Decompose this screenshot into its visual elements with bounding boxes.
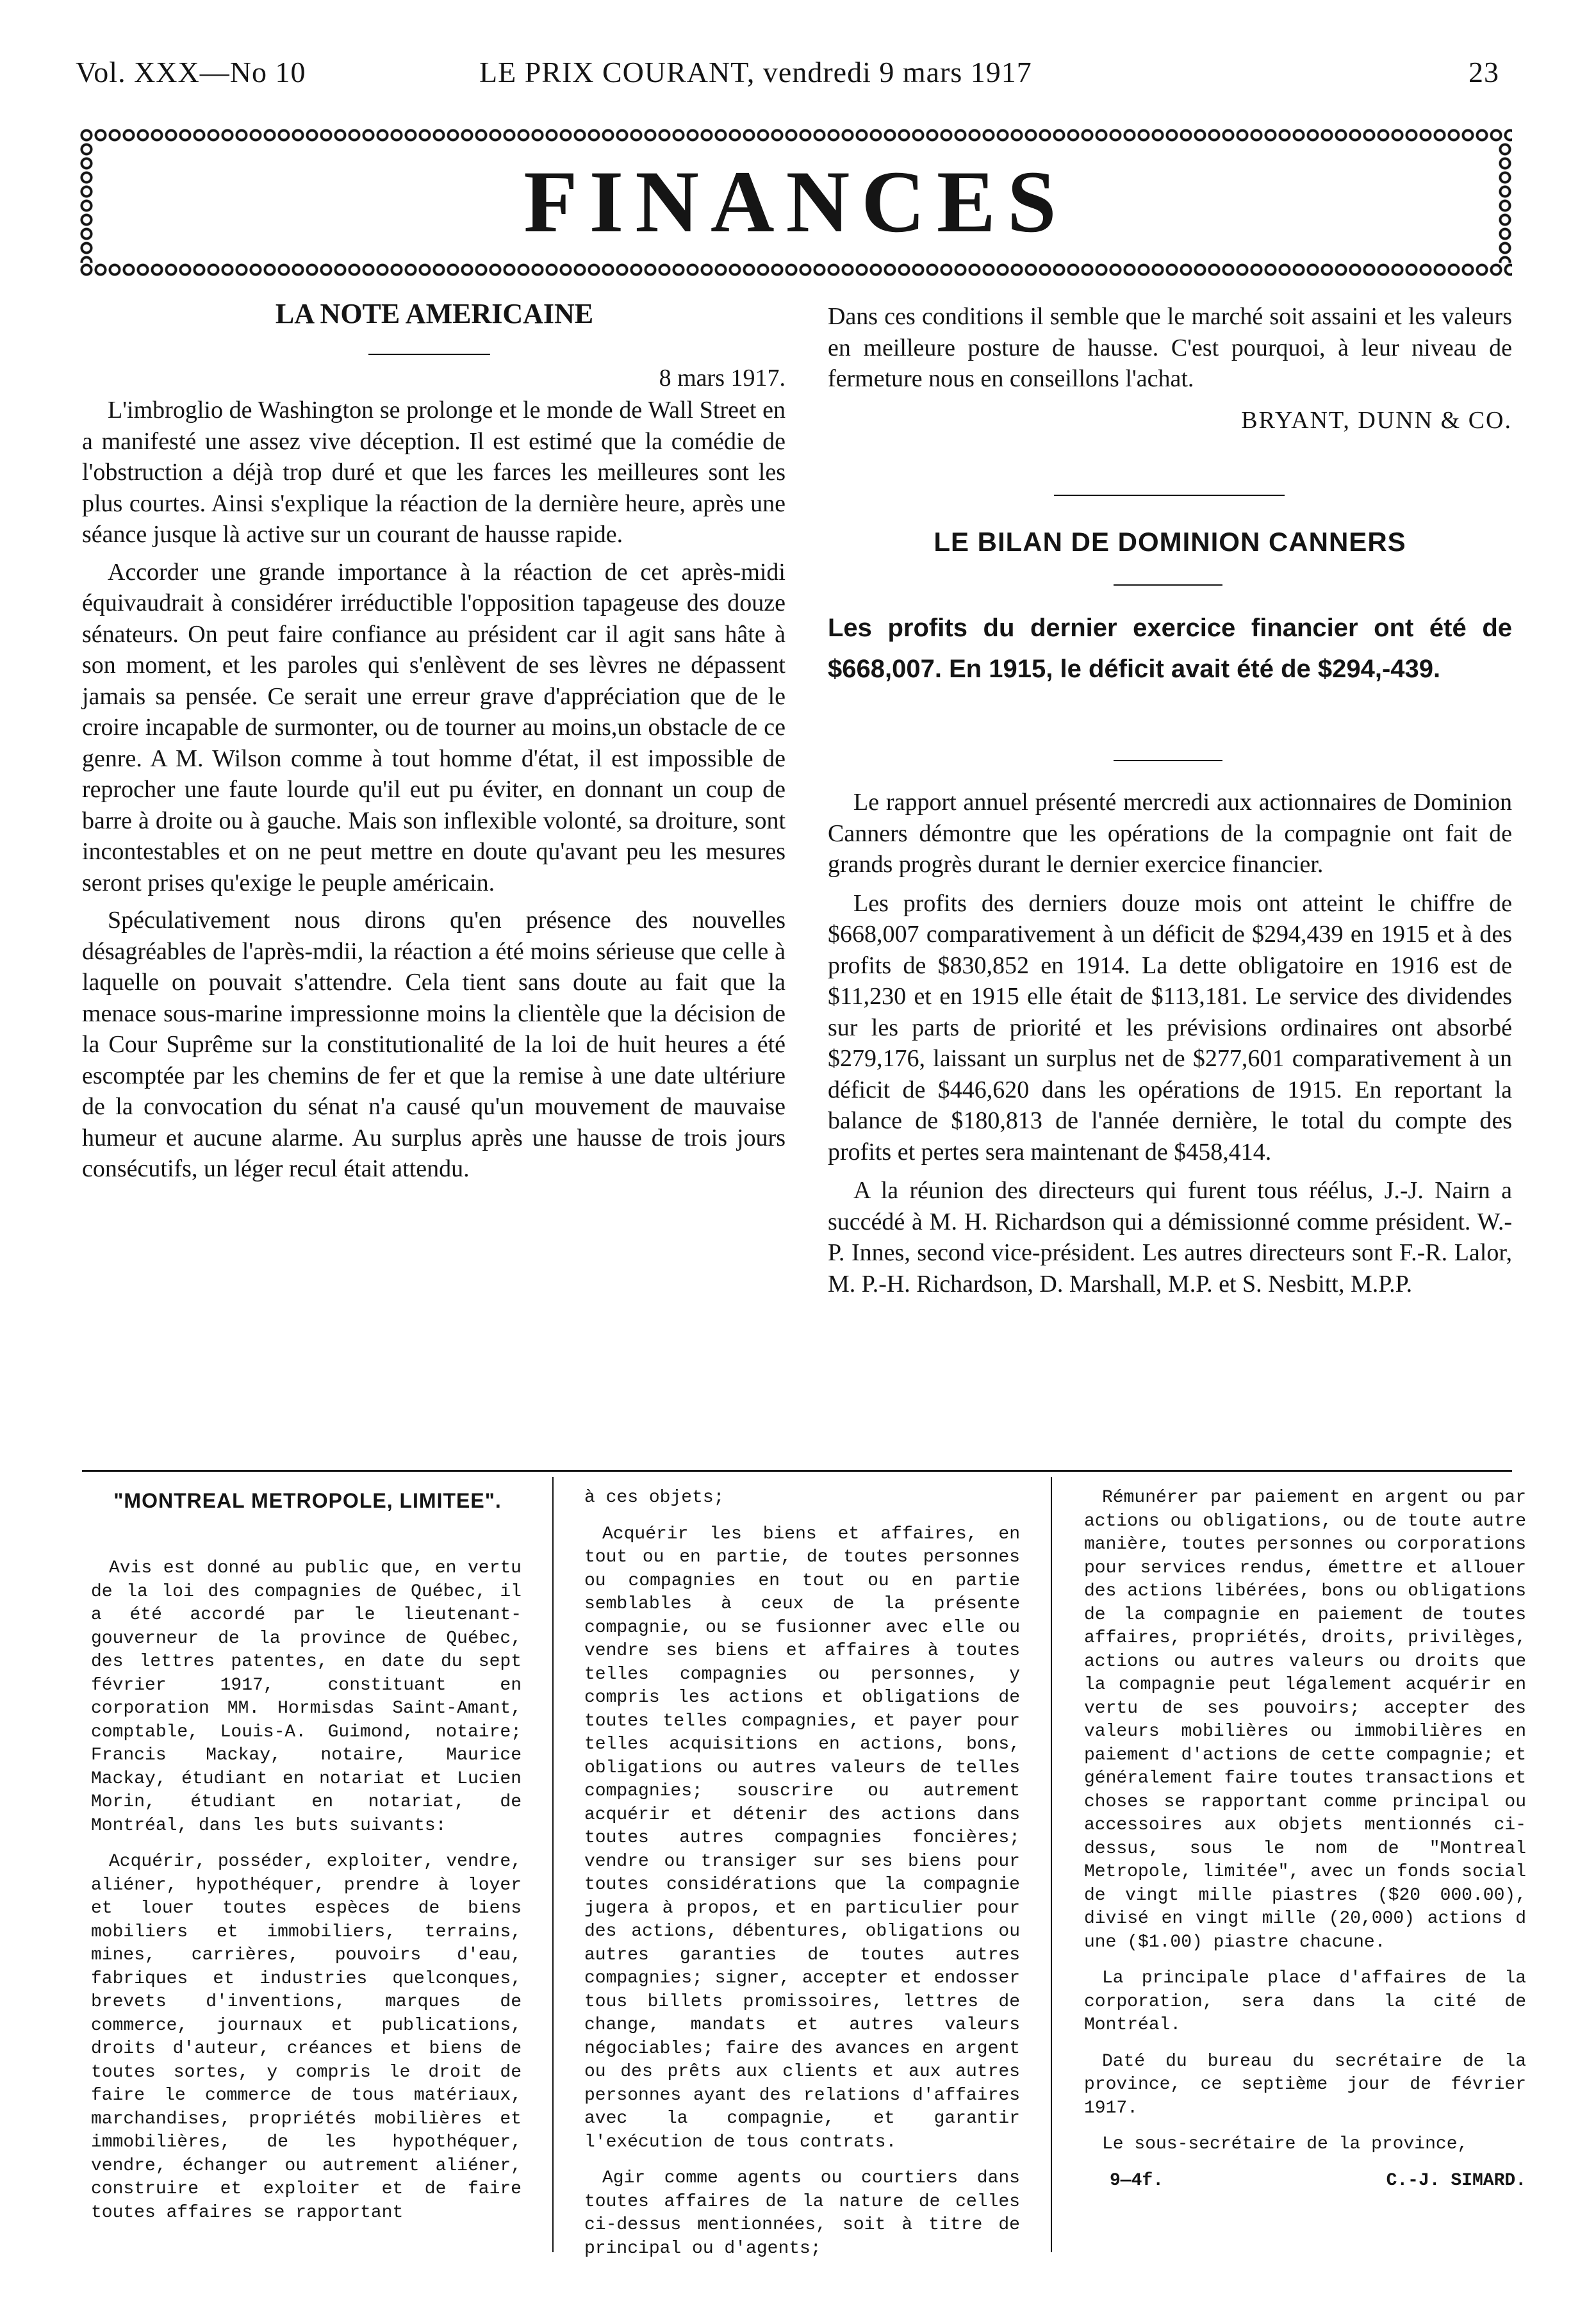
article-continuation <box>828 301 1512 436</box>
paragraph: Les profits des derniers douze mois ont atteint le chiffre de $668,007 comparativement à un déficit de $294,439 en 1915 et à des profits de $830,852 en 1914. La dette obligatoire en 1916 est de $11,230 et en 1915 elle était de $113,181. Le service des dividendes sur les parts de priorité et les prévisions ordinaires ont absorbé $279,176, laissant un surplus net de $277,601 comparativement à un déficit de $446,620 dans les opérations de 1915. En reportant la balance de $180,813 de l'année dernière, le total du compte des profits et pertes sera maintenant de $458,414. <box>828 889 1512 1166</box>
paragraph: Acquérir, posséder, exploiter, vendre, aliéner, hypothéquer, prendre à loyer et louer toutes espèces de biens mobiliers et immobiliers, terrains, mines, carrières, pouvoirs d'eau, fabriques et industries quelconques, brevets d'inventions, marques de commerce, journaux et publications, droits d'auteur, créances et biens de toutes sortes, y compris le droit de faire le commerce de tous matériaux, marchandises, propriétés mobilières et immobilières, de les hypothéquer, vendre, échanger ou autrement aliéner, construire et exploiter et de faire toutes affaires se rapportant <box>91 1852 522 2223</box>
article-title: LE BILAN DE DOMINION CANNERS <box>934 527 1406 557</box>
article-dateline: 8 mars 1917. <box>659 365 786 391</box>
paragraph: Accorder une grande importance à la réaction de cet après-midi équivaudrait à considérer irréductible l'opposition tapageuse des douze sénateurs. On peut faire confiance au président car il agit sans hâte à son moment, et les paroles qui s'enlèvent de ses lèvres ne dépassent jamais sa pensée. Ce serait une erreur grave d'appréciation que de le croire incapable de surmonter, ou de tourner au moins,un obstacle de ce genre. A M. Wilson comme à tout homme d'état, il est impossible de reprocher une faute lourde qu'il eut pu éviter, en donnant un coup de barre à droite ou à gauche. Mais son inflexible volonté, sa droiture, sont incontestables et on ne peut mettre en doute qu'avant peu les mesures seront prises qu'exige le peuple américain. <box>82 558 786 896</box>
divider <box>1114 584 1222 586</box>
notice-signatory: C.-J. SIMARD. <box>1386 2170 1526 2191</box>
notice-title: "MONTREAL METROPOLE, LIMITEE". <box>113 1489 502 1512</box>
paragraph: Dans ces conditions il semble que le marché soit assaini et les valeurs en meilleure posture de hausse. C'est pourquoi, à leur niveau de fermeture nous en conseillons l'achat. <box>828 303 1512 392</box>
page-number: 23 <box>1468 56 1499 88</box>
paragraph: Agir comme agents ou courtiers dans toutes affaires de la nature de celles ci-dessus mentionnées, soit à titre de principal ou d'agents; <box>584 2168 1020 2259</box>
article-title: LA NOTE AMERICAINE <box>275 298 594 329</box>
paragraph: Le sous-secrétaire de la province, <box>1102 2134 1468 2154</box>
paragraph: A la réunion des directeurs qui furent tous réélus, J.-J. Nairn a succédé à M. H. Richardson qui a démissionné comme président. W.-P. Innes, second vice-président. Les autres directeurs sont F.-R. Lalor, M. P.-H. Richardson, D. Marshall, M.P. et S. Nesbitt, M.P.P. <box>828 1177 1512 1298</box>
article-body <box>82 395 786 1185</box>
paragraph: Spéculativement nous dirons qu'en présence des nouvelles désagréables de l'après-mdii, la réaction a été moins sérieuse que celle à laquelle on pouvait s'attendre. Cela tient sans doute au fait que la menace sous-marine impressionne moins la clientèle que la décision de la Cour Suprême sur la constitutionalité de la loi de huit heures a été escomptée par les chemins de fer et que la remise à une date ultériure de la convocation du sénat n'a causé qu'un mouvement de mauvaise humeur et aucune alarme. Au surplus après une hausse de trois jours consécutifs, un léger recul était attendu. <box>82 907 786 1182</box>
section-banner <box>79 128 1512 277</box>
column-rule <box>552 1477 554 2252</box>
paragraph: La principale place d'affaires de la corporation, sera dans la cité de Montréal. <box>1084 1968 1526 2035</box>
paragraph: L'imbroglio de Washington se prolonge et le monde de Wall Street en a manifesté une assez vive déception. Il est estimé que la comédie de l'obstruction a déjà trop duré et que les farces les meilleures sont les plus courtes. Ainsi s'explique la réaction de la dernière heure, après une séance jusque là active sur un courant de hausse rapide. <box>82 397 786 548</box>
section-title: FINANCES <box>523 152 1068 251</box>
banner-border-bottom <box>79 263 1512 277</box>
publication-date: LE PRIX COURANT, vendredi 9 mars 1917 <box>479 56 1032 88</box>
notice-column-3 <box>1084 1487 1526 2195</box>
volume-number: Vol. XXX—No 10 <box>76 56 306 88</box>
column-rule <box>1051 1477 1052 2252</box>
signature: BRYANT, DUNN & CO. <box>1241 406 1512 434</box>
divider <box>1054 495 1285 496</box>
divider <box>1114 760 1222 761</box>
article-body <box>828 787 1512 1299</box>
paragraph: à ces objets; <box>584 1488 725 1508</box>
horizontal-rule <box>82 1470 1512 1472</box>
banner-border-top <box>79 128 1512 142</box>
notice-column-1 <box>91 1557 522 2237</box>
paragraph: Daté du bureau du secrétaire de la province, ce septième jour de février 1917. <box>1084 2051 1526 2118</box>
paragraph: Le rapport annuel présenté mercredi aux actionnaires de Dominion Canners démontre que les opérations de la compagnie ont fait de grands progrès durant le dernier exercice financier. <box>828 789 1512 878</box>
paragraph: Rémunérer par paiement en argent ou par actions ou obligations, ou de toute autre manière, toutes personnes ou corporations pour services rendus, émettre et allouer des actions libérées, bons ou obligations de la compagnie en paiement de toutes affaires, propriétés, droits, privilèges, actions ou autres valeurs ou droits que la compagnie peut légalement acquérir en vertu de ses pouvoirs; accepter des valeurs mobilières ou immobilières en paiement d'actions de cette compagnie; et généralement faire toutes transactions et choses se rapportant comme principal ou accessoires aux objets mentionnés ci-dessus, sous le nom de "Montreal Metropole, limitée", avec un fonds social de vingt mille piastres ($20 000.00), divisé en vingt mille (20,000) actions d une ($1.00) piastre chacune. <box>1084 1488 1526 1952</box>
notice-footer <box>1084 2170 1526 2195</box>
notice-column-2 <box>584 1487 1020 2273</box>
paragraph: Acquérir les biens et affaires, en tout ou en partie, de toutes personnes ou compagnies en tout ou en partie semblables à ceux de la présente compagnie, ou se fusionner avec elle ou vendre ses biens et affaires à toutes telles compagnies ou personnes, y compris les actions et obligations de toutes telles compagnies, et payer pour telles acquisitions en actions, bons, obligations ou autres valeurs de telles compagnies; souscrire ou autrement acquérir et détenir des actions dans toutes autres compagnies foncières; vendre ou transiger sur ses biens pour toutes considérations que la compagnie jugera à propos, et en particulier pour des actions, débentures, obligations ou autres garanties de toutes autres compagnies; signer, accepter et endosser tous billets promissoires, lettres de change, mandats et autres valeurs négociables; faire des avances en argent ou des prêts aux clients et aux autres personnes ayant des relations d'affaires avec la compagnie, et garantir l'exécution de tous contrats. <box>584 1524 1020 2152</box>
running-header <box>76 55 1499 100</box>
divider <box>368 354 490 355</box>
article-lead: Les profits du dernier exercice financier ont été de $668,007. En 1915, le déficit avait été de $294,-439. <box>828 614 1512 683</box>
notice-ref: 9—4f. <box>1110 2170 1164 2191</box>
paragraph: Avis est donné au public que, en vertu de la loi des compagnies de Québec, il a été accordé par le lieutenant-gouverneur de la province de Québec, des lettres patentes, en date du sept février 1917, constituant en corporation MM. Hormisdas Saint-Amant, comptable, Louis-A. Guimond, notaire; Francis Mackay, notaire, Maurice Mackay, étudiant en notariat et Lucien Morin, étudiant en notariat, de Montréal, dans les buts suivants: <box>91 1558 522 1836</box>
